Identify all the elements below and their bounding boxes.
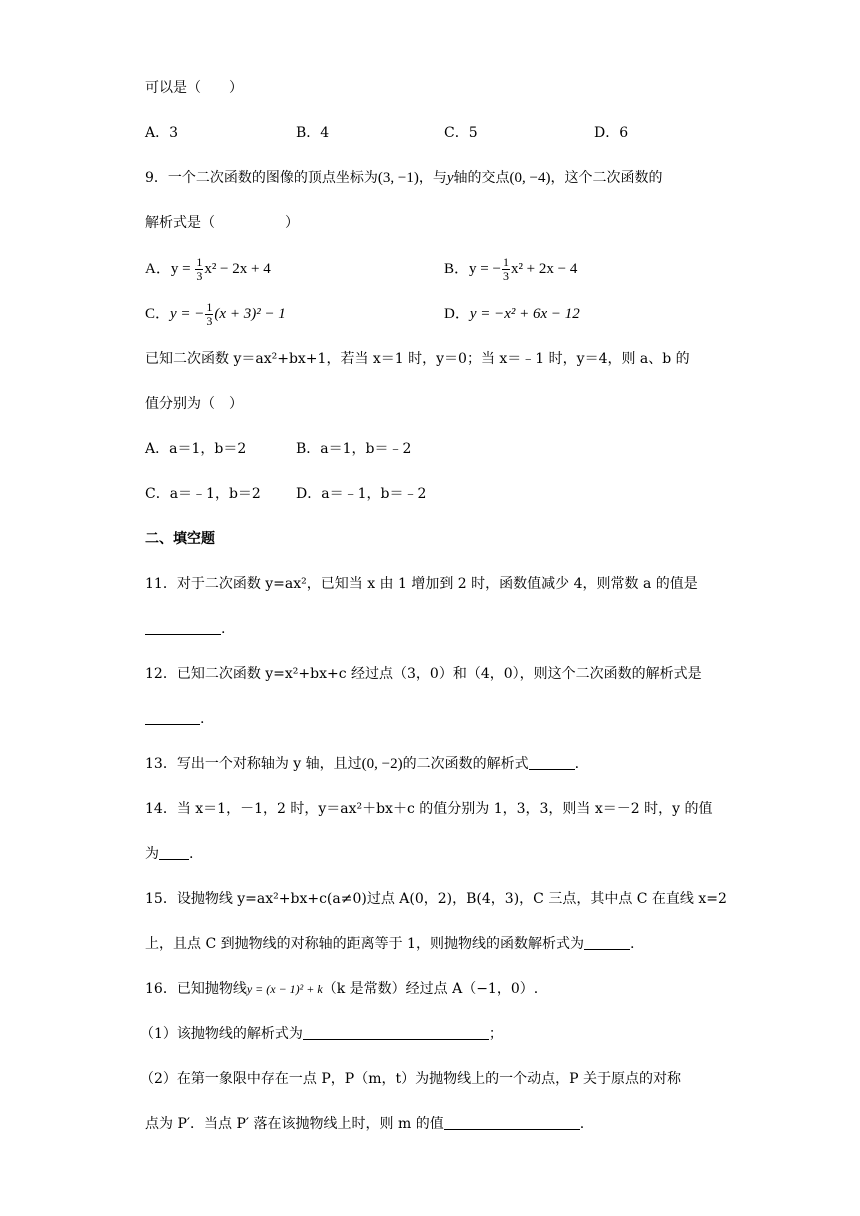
q13-period: . bbox=[574, 756, 580, 772]
q10-option-d: D．a＝﹣1，b＝﹣2 bbox=[296, 486, 427, 502]
option-label: B． bbox=[444, 260, 470, 277]
q9-axis: y bbox=[446, 170, 454, 186]
q15-line2 bbox=[145, 933, 634, 955]
q16-line bbox=[145, 978, 538, 1000]
q9-text4: ，这个二次函数的 bbox=[550, 170, 663, 186]
q10-line2: 值分别为（ ） bbox=[145, 396, 243, 412]
q16-text1: 16．已知抛物线 bbox=[145, 981, 247, 997]
q15-text: 上，且点 C 到抛物线的对称轴的距离等于 1，则抛物线的函数解析式为 bbox=[145, 936, 584, 952]
option-label: D． bbox=[444, 306, 470, 322]
q14-text: 为 bbox=[145, 846, 159, 862]
q16-text2: （k 是常数）经过点 A（−1，0）. bbox=[322, 981, 539, 997]
q9-intercept: (0, −4) bbox=[509, 170, 551, 186]
fraction bbox=[195, 256, 203, 283]
q10-option-a: A．a＝1，b＝2 bbox=[145, 441, 247, 457]
fraction-numerator: 1 bbox=[206, 300, 213, 314]
q13-text1: 13．写出一个对称轴为 y 轴，且过 bbox=[145, 756, 362, 772]
option-prefix: y = bbox=[170, 260, 195, 277]
fraction bbox=[205, 301, 213, 328]
option-suffix: x² + 2x − 4 bbox=[510, 260, 578, 277]
q9-number: 9． bbox=[145, 170, 168, 186]
q16-sub2-period: . bbox=[579, 1116, 585, 1132]
option-prefix: y = − bbox=[170, 305, 205, 322]
q8-option-d: D．6 bbox=[594, 125, 629, 141]
answer-blank[interactable] bbox=[529, 755, 575, 770]
fraction-numerator: 1 bbox=[502, 255, 509, 269]
q16-sub2-text: 点为 P′．当点 P′ 落在该抛物线上时，则 m 的值 bbox=[145, 1116, 444, 1132]
q9-vertex: (3, −1) bbox=[377, 170, 419, 186]
answer-blank[interactable] bbox=[303, 1025, 489, 1040]
q16-sub2-line2 bbox=[145, 1113, 584, 1135]
q14-line1: 14．当 x＝1，－1，2 时，y＝ax²＋bx＋c 的值分别为 1，3，3，则当 x＝－2 时，y 的值 bbox=[145, 801, 713, 817]
answer-blank[interactable] bbox=[444, 1115, 580, 1130]
fraction-denominator: 3 bbox=[206, 314, 213, 328]
q10-option-c: C．a＝﹣1，b＝2 bbox=[145, 486, 261, 502]
q8-option-b: B．4 bbox=[296, 125, 330, 141]
q13-text2: 的二次函数的解析式 bbox=[402, 756, 529, 772]
q10-line1: 已知二次函数 y＝ax²+bx+1，若当 x＝1 时，y＝0；当 x＝﹣1 时，y＝4，则 a、b 的 bbox=[145, 351, 690, 367]
answer-blank[interactable] bbox=[145, 620, 221, 635]
q9-option-a bbox=[145, 256, 271, 283]
section-heading: 二、填空题 bbox=[145, 531, 215, 547]
q11-period: . bbox=[221, 621, 226, 637]
q10-option-b: B．a＝1，b＝﹣2 bbox=[296, 441, 412, 457]
option-suffix: (x + 3)² − 1 bbox=[214, 305, 286, 322]
q14-line2 bbox=[145, 843, 193, 865]
option-suffix: x² − 2x + 4 bbox=[204, 260, 271, 277]
answer-blank[interactable] bbox=[159, 845, 189, 860]
q9-text3: 轴的交点 bbox=[453, 170, 510, 186]
fraction bbox=[502, 256, 510, 283]
fraction-numerator: 1 bbox=[196, 255, 203, 269]
fraction-denominator: 3 bbox=[196, 269, 203, 283]
q11-line1: 11．对于二次函数 y=ax²，已知当 x 由 1 增加到 2 时，函数值减少 4，则常数 a 的值是 bbox=[145, 576, 698, 592]
q14-period: . bbox=[189, 846, 194, 862]
q16-sub1 bbox=[140, 1023, 503, 1045]
q16-sub1-end: ； bbox=[488, 1026, 503, 1042]
q9-option-c bbox=[145, 301, 286, 328]
fraction-denominator: 3 bbox=[502, 269, 509, 283]
q9-text1: 一个二次函数的图像的顶点坐标为 bbox=[167, 170, 378, 186]
q9-option-d bbox=[444, 303, 580, 325]
q13-line bbox=[145, 753, 579, 775]
q8-tail: 可以是（ ） bbox=[145, 80, 243, 96]
answer-blank[interactable] bbox=[145, 710, 200, 725]
q16-sub2-line1: （2）在第一象限中存在一点 P，P（m，t）为抛物线上的一个动点，P 关于原点的对称 bbox=[140, 1071, 681, 1087]
q9-question bbox=[145, 167, 663, 189]
q8-option-c: C．5 bbox=[444, 125, 478, 141]
option-prefix: y = − bbox=[469, 260, 501, 277]
q15-line1: 15．设抛物线 y=ax²+bx+c(a≠0)过点 A(0，2)，B(4，3)，C 三点，其中点 C 在直线 x=2 bbox=[145, 891, 727, 907]
q12-line1: 12．已知二次函数 y=x²+bx+c 经过点（3，0）和（4，0），则这个二次函数的解析式是 bbox=[145, 666, 702, 682]
q12-period: . bbox=[200, 711, 205, 727]
q15-period: . bbox=[629, 936, 635, 952]
q9-line2: 解析式是（ ） bbox=[145, 215, 299, 231]
option-label: A． bbox=[145, 260, 171, 277]
q8-option-a: A．3 bbox=[145, 125, 179, 141]
q13-point: (0, −2) bbox=[361, 756, 403, 772]
q16-sub1-text: （1）该抛物线的解析式为 bbox=[140, 1026, 303, 1042]
q9-text2: ，与 bbox=[418, 170, 447, 186]
q12-line2 bbox=[145, 708, 204, 730]
answer-blank[interactable] bbox=[584, 935, 630, 950]
q11-line2 bbox=[145, 618, 225, 640]
q16-expression: y = (x − 1)² + k bbox=[246, 982, 323, 996]
option-expression: y = −x² + 6x − 12 bbox=[469, 306, 580, 322]
option-label: C． bbox=[145, 305, 171, 322]
q9-option-b bbox=[444, 256, 577, 283]
